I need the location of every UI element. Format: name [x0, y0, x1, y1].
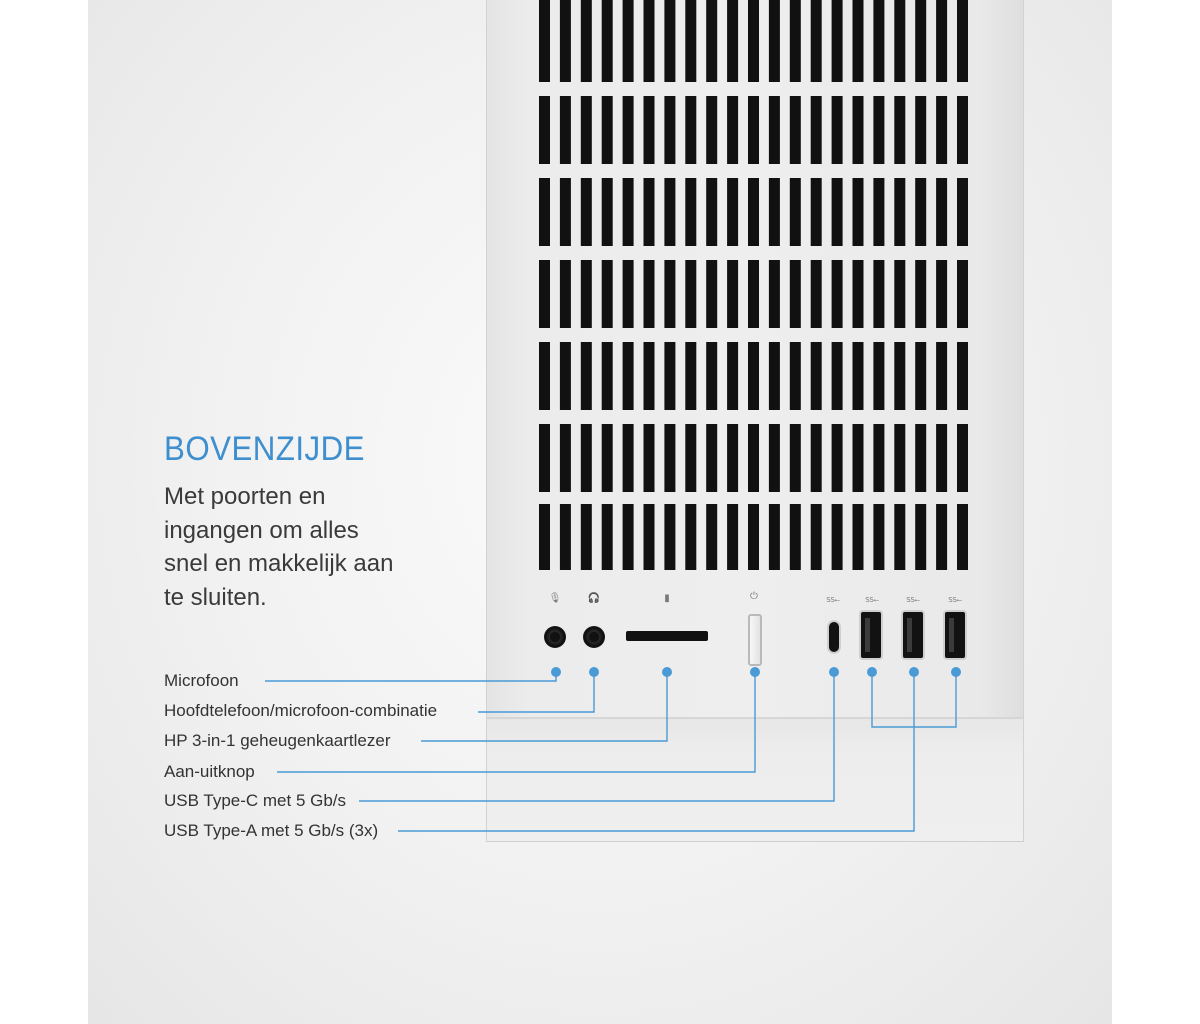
usb-superspeed-icon: SS⭠ — [826, 596, 840, 604]
vent-slot — [915, 178, 926, 246]
vent-slot — [769, 96, 780, 164]
power-icon: ⏻ — [750, 591, 758, 602]
vent-slot — [539, 504, 550, 570]
vent-slot — [957, 504, 968, 570]
vent-slot — [581, 178, 592, 246]
vent-slot — [894, 96, 905, 164]
vent-slot — [936, 342, 947, 410]
vent-slot — [894, 424, 905, 492]
vent-slot — [832, 504, 843, 570]
usb-a-port — [861, 612, 881, 658]
vent-slot — [811, 260, 822, 328]
vent-slot — [602, 260, 613, 328]
vent-slot — [790, 504, 801, 570]
vent-slot — [664, 260, 675, 328]
vent-slot — [936, 96, 947, 164]
usb-superspeed-icon: SS⭠ — [948, 596, 962, 604]
vent-slot — [936, 504, 947, 570]
usb-superspeed-icon: SS⭠ — [906, 596, 920, 604]
vent-slot — [873, 504, 884, 570]
vent-slot — [623, 260, 634, 328]
vent-slot — [581, 96, 592, 164]
vent-slot — [811, 504, 822, 570]
vent-slot — [560, 260, 571, 328]
vent-slot — [644, 178, 655, 246]
vent-slot — [727, 96, 738, 164]
vent-slot — [539, 0, 550, 82]
vent-slot — [706, 504, 717, 570]
headphone-combo-jack — [583, 626, 605, 648]
vent-slot — [811, 178, 822, 246]
vent-slot — [748, 342, 759, 410]
vent-slot — [581, 0, 592, 82]
vent-slot — [769, 424, 780, 492]
vent-slot — [560, 0, 571, 82]
vent-slot — [853, 424, 864, 492]
vent-slot — [727, 424, 738, 492]
usb-superspeed-icon: SS⭠ — [865, 596, 879, 604]
vent-slot — [748, 424, 759, 492]
usb-a-port — [945, 612, 965, 658]
vent-slot — [706, 342, 717, 410]
vent-slot — [539, 178, 550, 246]
vent-slot — [832, 342, 843, 410]
vent-slot — [748, 504, 759, 570]
vent-slot — [769, 342, 780, 410]
vent-slot — [706, 96, 717, 164]
vent-slot — [790, 424, 801, 492]
vent-slot — [685, 342, 696, 410]
vent-slot — [602, 342, 613, 410]
vent-slot — [873, 96, 884, 164]
vent-slot — [644, 424, 655, 492]
vent-slot — [894, 504, 905, 570]
vent-slot — [644, 96, 655, 164]
vent-slot — [915, 260, 926, 328]
vent-slot — [602, 504, 613, 570]
vent-slot — [853, 178, 864, 246]
vent-slot — [748, 260, 759, 328]
vent-slot — [873, 260, 884, 328]
vent-slot — [748, 0, 759, 82]
vent-slot — [581, 504, 592, 570]
memory-card-slot — [626, 631, 708, 641]
vent-slot — [957, 96, 968, 164]
vent-slot — [790, 260, 801, 328]
vent-slot — [602, 424, 613, 492]
vent-slot — [623, 504, 634, 570]
vent-slot — [873, 178, 884, 246]
port-label-power-button: Aan-uitknop — [164, 762, 255, 781]
port-label-usb-a: USB Type-A met 5 Gb/s (3x) — [164, 821, 379, 840]
vent-slot — [873, 424, 884, 492]
vent-slot — [560, 96, 571, 164]
vent-slot — [769, 178, 780, 246]
vent-slot — [769, 260, 780, 328]
vent-slot — [623, 178, 634, 246]
vent-slot — [539, 96, 550, 164]
vent-slot — [832, 424, 843, 492]
usb-a-port — [903, 612, 923, 658]
vent-slot — [853, 96, 864, 164]
vent-slot — [936, 178, 947, 246]
vent-slot — [623, 342, 634, 410]
vent-slot — [602, 0, 613, 82]
vent-slot — [685, 424, 696, 492]
vent-slot — [560, 178, 571, 246]
vent-slot — [581, 424, 592, 492]
usb-c-port — [829, 622, 839, 652]
vent-slot — [727, 342, 738, 410]
vent-slot — [727, 0, 738, 82]
vent-slot — [706, 260, 717, 328]
vent-slot — [602, 96, 613, 164]
vent-slot — [644, 0, 655, 82]
desktop-tower-top-view — [486, 0, 1024, 842]
vent-slot — [894, 0, 905, 82]
vent-slot — [811, 96, 822, 164]
microphone-icon: 🎙 — [548, 593, 562, 604]
vent-slot — [685, 178, 696, 246]
vent-slot — [790, 0, 801, 82]
vent-slot — [539, 260, 550, 328]
vent-slot — [685, 96, 696, 164]
vent-slot — [853, 260, 864, 328]
vent-slot — [936, 260, 947, 328]
ventilation-grille — [537, 0, 973, 575]
vent-slot — [832, 260, 843, 328]
section-title: BOVENZIJDE — [164, 430, 366, 468]
vent-slot — [957, 0, 968, 82]
vent-slot — [957, 178, 968, 246]
vent-slot — [644, 342, 655, 410]
vent-slot — [664, 504, 675, 570]
case-lower-panel — [487, 719, 1023, 841]
section-description: Met poorten en ingangen om alles snel en makkelijk aan te sluiten. — [164, 483, 394, 611]
vent-slot — [706, 0, 717, 82]
vent-slot — [915, 424, 926, 492]
vent-slot — [560, 504, 571, 570]
port-label-microphone: Microfoon — [164, 671, 239, 690]
vent-slot — [727, 504, 738, 570]
vent-slot — [644, 260, 655, 328]
sd-card-icon: ▮ — [664, 593, 670, 604]
vent-slot — [664, 424, 675, 492]
vent-slot — [957, 260, 968, 328]
vent-slot — [706, 178, 717, 246]
vent-slot — [664, 342, 675, 410]
vent-slot — [769, 504, 780, 570]
vent-slot — [748, 96, 759, 164]
vent-slot — [873, 342, 884, 410]
vent-slot — [706, 424, 717, 492]
vent-slot — [873, 0, 884, 82]
power-button — [748, 614, 762, 666]
vent-slot — [623, 0, 634, 82]
port-label-card-reader: HP 3-in-1 geheugenkaartlezer — [164, 731, 391, 750]
vent-slot — [894, 178, 905, 246]
vent-slot — [853, 342, 864, 410]
vent-slot — [832, 0, 843, 82]
vent-slot — [811, 0, 822, 82]
port-label-usb-c: USB Type-C met 5 Gb/s — [164, 791, 347, 810]
vent-slot — [915, 504, 926, 570]
vent-slot — [685, 0, 696, 82]
vent-slot — [727, 178, 738, 246]
vent-slot — [727, 260, 738, 328]
vent-slot — [539, 424, 550, 492]
vent-slot — [664, 178, 675, 246]
vent-slot — [769, 0, 780, 82]
vent-slot — [957, 342, 968, 410]
vent-slot — [936, 0, 947, 82]
vent-slot — [685, 260, 696, 328]
vent-slot — [915, 0, 926, 82]
headphone-icon: 🎧 — [587, 593, 601, 604]
vent-slot — [790, 342, 801, 410]
vent-slot — [894, 260, 905, 328]
vent-slot — [957, 424, 968, 492]
vent-slot — [832, 96, 843, 164]
vent-slot — [811, 342, 822, 410]
vent-slot — [664, 0, 675, 82]
vent-slot — [853, 0, 864, 82]
vent-slot — [894, 342, 905, 410]
vent-slot — [685, 504, 696, 570]
vent-slot — [602, 178, 613, 246]
vent-slot — [623, 96, 634, 164]
vent-slot — [790, 96, 801, 164]
vent-slot — [623, 424, 634, 492]
vent-slot — [915, 342, 926, 410]
port-label-headphone-combo: Hoofdtelefoon/microfoon-combinatie — [164, 701, 438, 720]
vent-slot — [581, 260, 592, 328]
vent-slot — [539, 342, 550, 410]
vent-slot — [853, 504, 864, 570]
vent-slot — [581, 342, 592, 410]
vent-slot — [811, 424, 822, 492]
vent-slot — [936, 424, 947, 492]
vent-slot — [915, 96, 926, 164]
vent-slot — [560, 342, 571, 410]
vent-slot — [644, 504, 655, 570]
vent-slot — [790, 178, 801, 246]
vent-slot — [832, 178, 843, 246]
vent-slot — [560, 424, 571, 492]
microphone-jack — [544, 626, 566, 648]
vent-slot — [748, 178, 759, 246]
vent-slot — [664, 96, 675, 164]
